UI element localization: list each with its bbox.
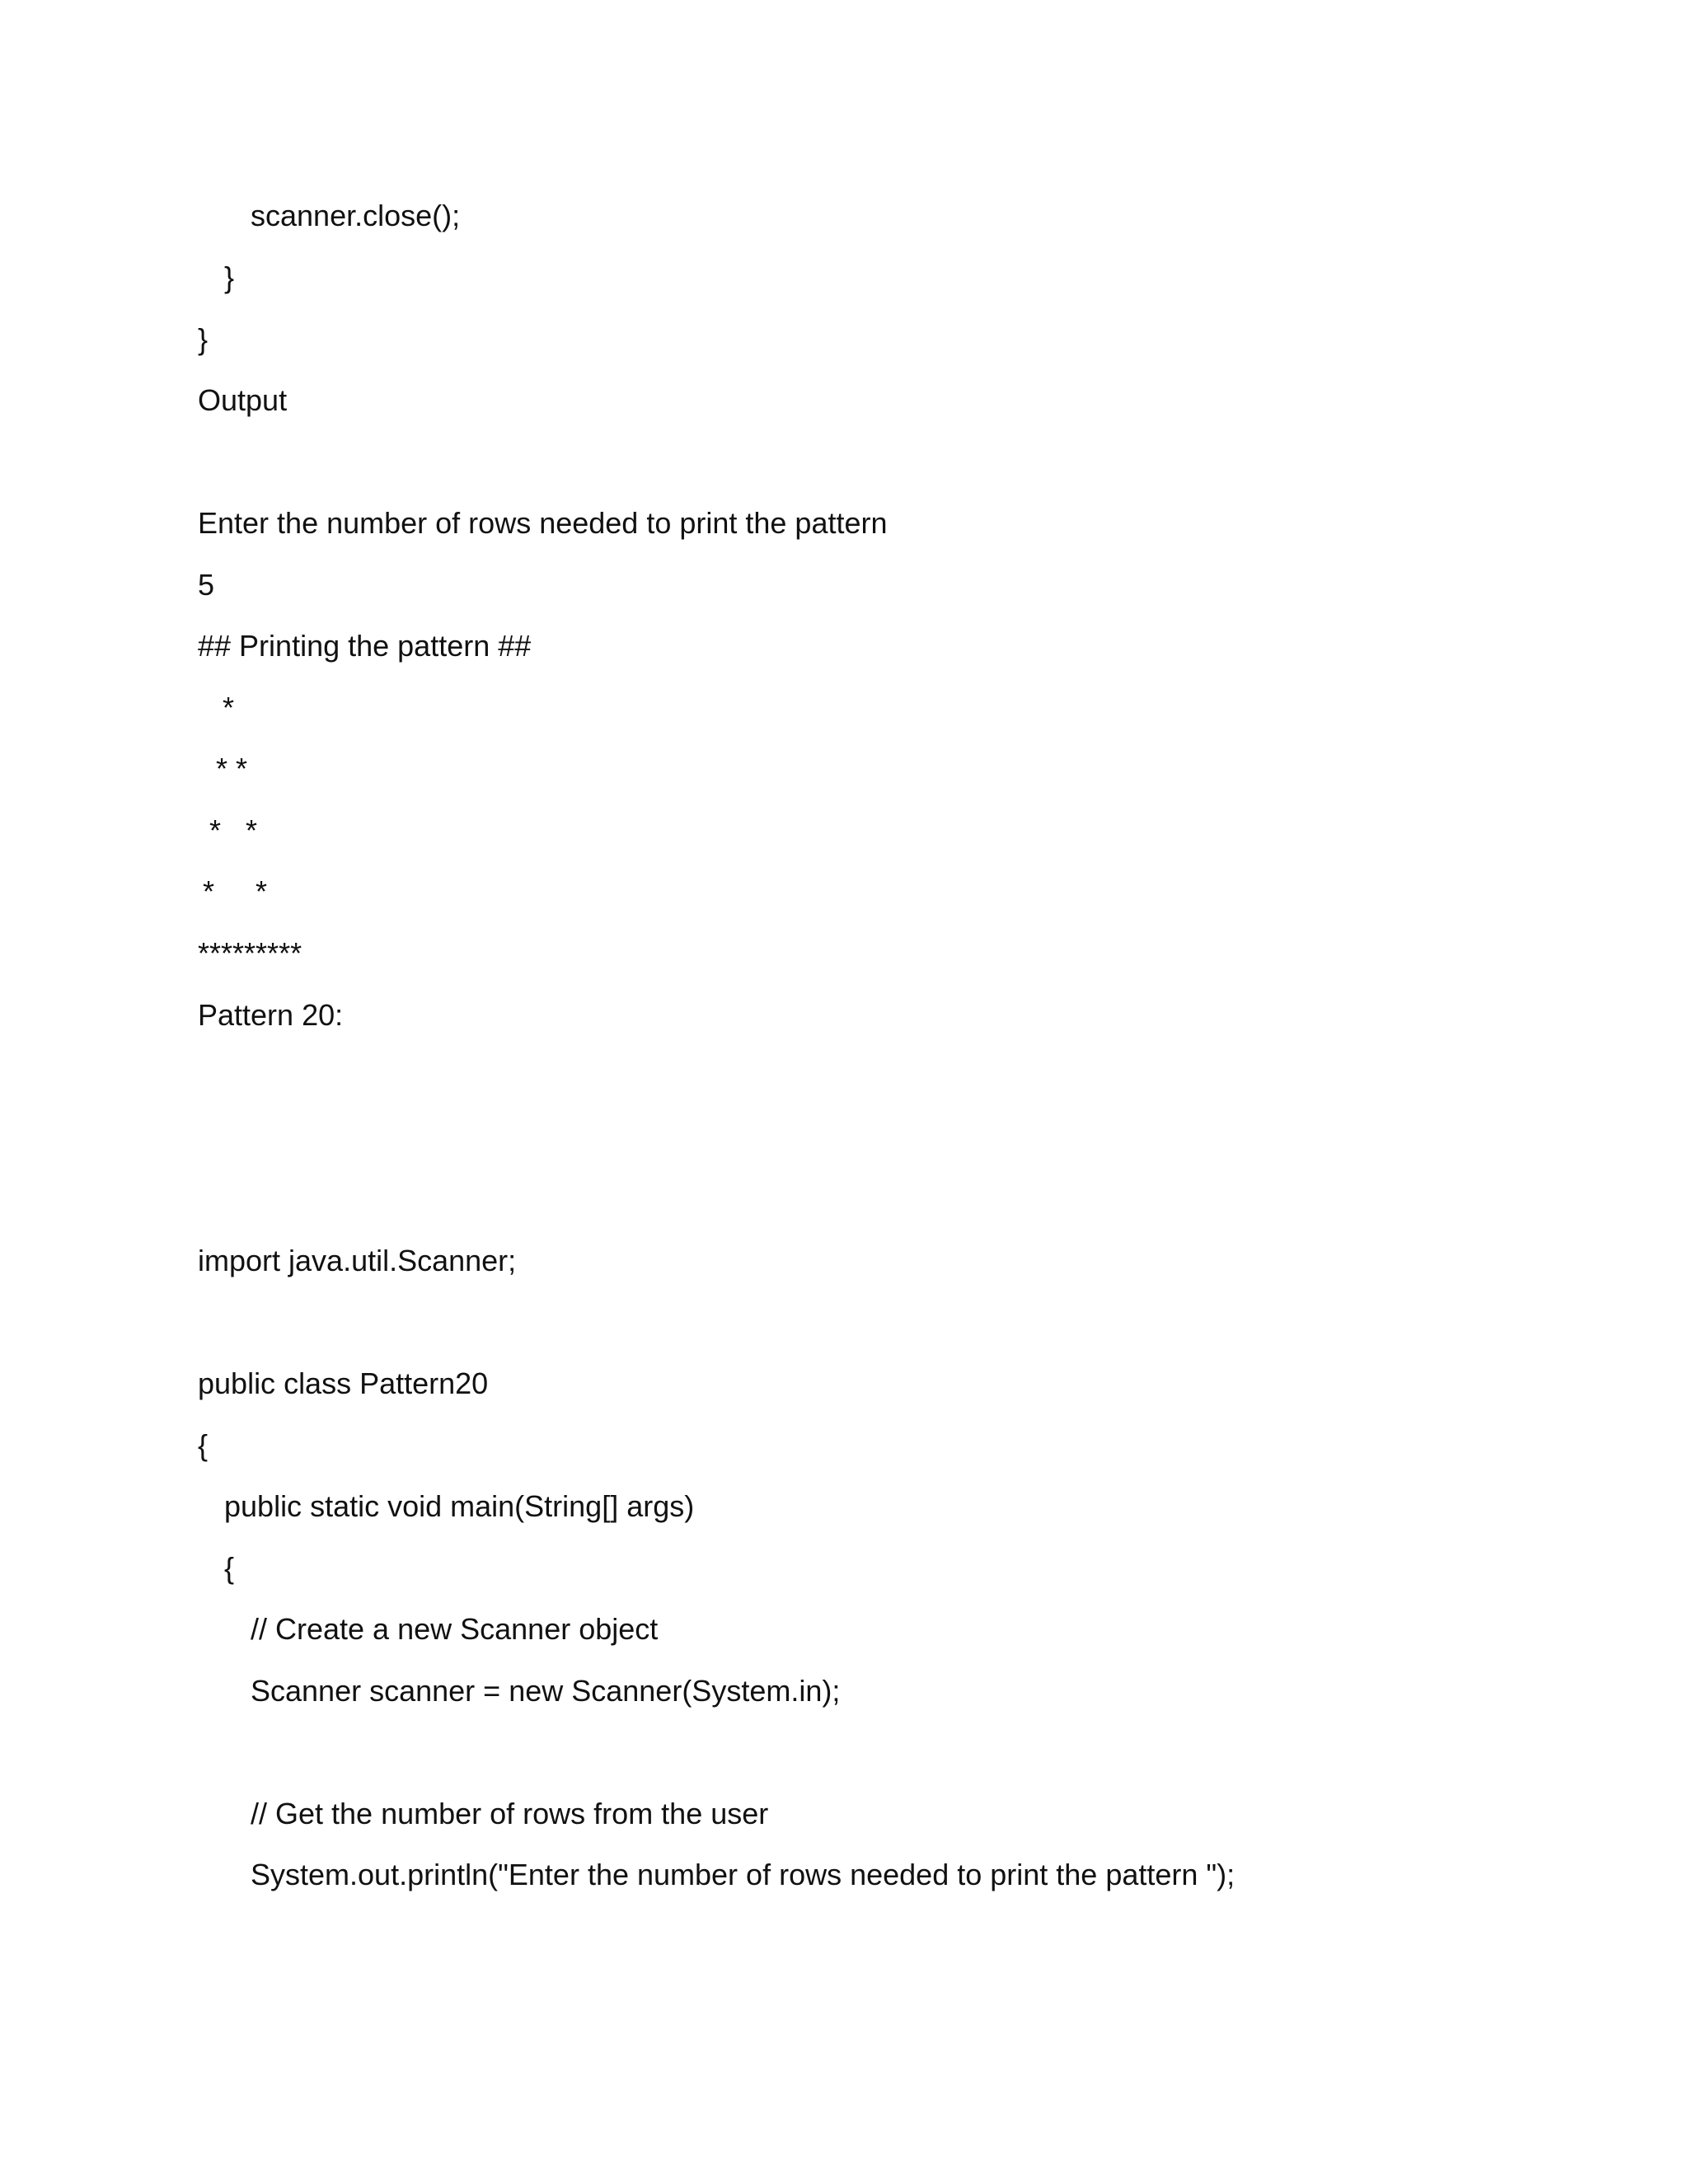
pattern-row-2: * * (216, 752, 248, 785)
code-line-scanner-new: Scanner scanner = new Scanner(System.in); (251, 1674, 841, 1708)
pattern-row-3: * * (209, 813, 258, 847)
code-line-main-decl: public static void main(String[] args) (224, 1489, 695, 1523)
pattern-row-5: ********* (198, 936, 302, 970)
code-line-class-decl: public class Pattern20 (198, 1366, 489, 1400)
output-line-printing: ## Printing the pattern ## (198, 629, 532, 663)
output-heading: Output (198, 383, 288, 417)
code-line-comment-scanner: // Create a new Scanner object (251, 1612, 659, 1646)
pattern-row-1: * (223, 691, 235, 724)
code-line-comment-rows: // Get the number of rows from the user (251, 1797, 769, 1830)
code-line-println: System.out.println("Enter the number of rows needed to print the pattern "); (251, 1858, 1236, 1891)
code-line-class-open-brace: { (198, 1428, 209, 1462)
output-line-prompt: Enter the number of rows needed to print the pattern (198, 506, 888, 540)
code-line-scanner-close: scanner.close(); (251, 199, 461, 232)
code-line-import: import java.util.Scanner; (198, 1244, 517, 1277)
pattern-20-heading: Pattern 20: (198, 998, 344, 1032)
code-line-close-brace-class: } (198, 322, 209, 356)
output-line-input: 5 (198, 568, 215, 602)
code-line-main-open-brace: { (224, 1551, 235, 1585)
code-line-close-brace-method: } (224, 260, 235, 294)
pattern-row-4: * * (203, 874, 268, 908)
